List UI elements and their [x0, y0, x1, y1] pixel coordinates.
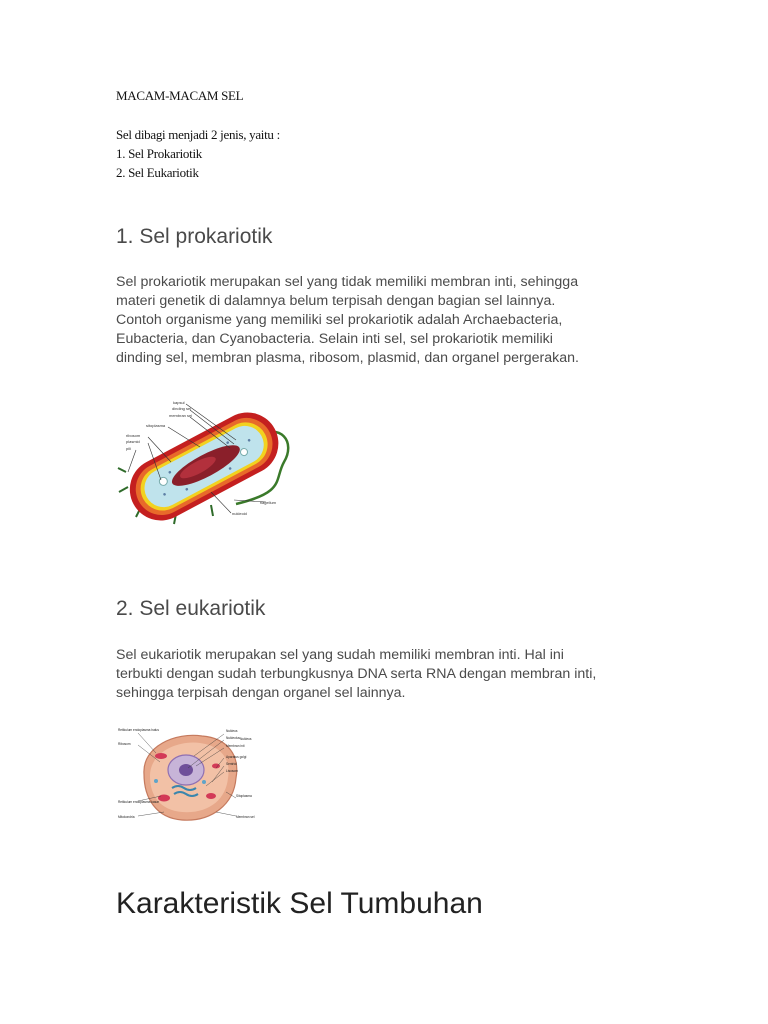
label-nukleus-group: Nukleus	[240, 737, 252, 741]
label-flagellum: flagellum	[260, 500, 277, 505]
label-ribosom: ribosom	[126, 433, 141, 438]
paragraph-line: Sel prokariotik merupakan sel yang tidak memiliki membran inti, sehingga	[116, 274, 579, 290]
paragraph-line: dinding sel, membran plasma, ribosom, plasmid, dan organel pergerakan.	[116, 350, 579, 366]
section-heading-eukariotik: 2. Sel eukariotik	[116, 597, 266, 620]
label-sentriol: Sentriol	[226, 762, 237, 766]
label-nukleoid: nukleoid	[232, 511, 247, 516]
section-heading-prokariotik: 1. Sel prokariotik	[116, 225, 273, 248]
intro-lead: Sel dibagi menjadi 2 jenis, yaitu :	[116, 127, 280, 142]
label-re-kasar: Retikulum endoplasma kasar	[118, 800, 160, 804]
paragraph-line: materi genetik di dalamnya belum terpisah dengan bagian sel lainnya.	[116, 293, 556, 309]
label-membran-sel: membran sel	[169, 413, 193, 418]
label-sitoplasma: sitoplasma	[146, 423, 166, 428]
label-re-halus: Retikulum endoplasma halus	[118, 728, 159, 732]
label-golgi: Aparatus golgi	[226, 755, 247, 759]
label-plasmid: plasmid	[126, 439, 140, 444]
paragraph-line: terbukti dengan sudah terbungkusnya DNA serta RNA dengan membran inti,	[116, 666, 597, 682]
section-paragraph-prokariotik	[116, 273, 656, 368]
prokaryotic-cell-diagram	[116, 392, 292, 527]
label-kapsul: kapsul	[173, 400, 185, 405]
label-nukleus: Nukleus	[226, 729, 238, 733]
intro-title: MACAM-MACAM SEL	[116, 88, 244, 103]
label-membran-inti: Membran inti	[226, 744, 245, 748]
intro-item-1: 1. Sel Prokariotik	[116, 146, 202, 161]
eukaryotic-cell-diagram	[116, 726, 261, 827]
section-paragraph-eukariotik	[116, 646, 656, 703]
intro-item-2: 2. Sel Eukariotik	[116, 165, 199, 180]
paragraph-line: Contoh organisme yang memiliki sel prokariotik adalah Archaebacteria,	[116, 312, 563, 328]
paragraph-line: Sel eukariotik merupakan sel yang sudah memiliki membran inti. Hal ini	[116, 647, 564, 663]
label-sitoplasma: Sitoplasma	[236, 794, 252, 798]
label-pili: pili	[126, 446, 131, 451]
label-lisosom: Lisosom	[226, 769, 238, 773]
paragraph-line: sehingga terpisah dengan organel sel lainnya.	[116, 685, 406, 701]
label-ribosom: Ribosom	[118, 742, 131, 746]
label-dinding-sel: dinding sel	[172, 406, 192, 411]
paragraph-line: Eubacteria, dan Cyanobacteria. Selain inti sel, sel prokariotik memiliki	[116, 331, 553, 347]
label-mitokondria: Mitokondria	[118, 815, 135, 819]
label-nukleolus: Nukleolus	[226, 736, 240, 740]
section-heading-sel-tumbuhan: Karakteristik Sel Tumbuhan	[116, 887, 483, 920]
label-membran-sel: Membran sel	[236, 815, 255, 819]
